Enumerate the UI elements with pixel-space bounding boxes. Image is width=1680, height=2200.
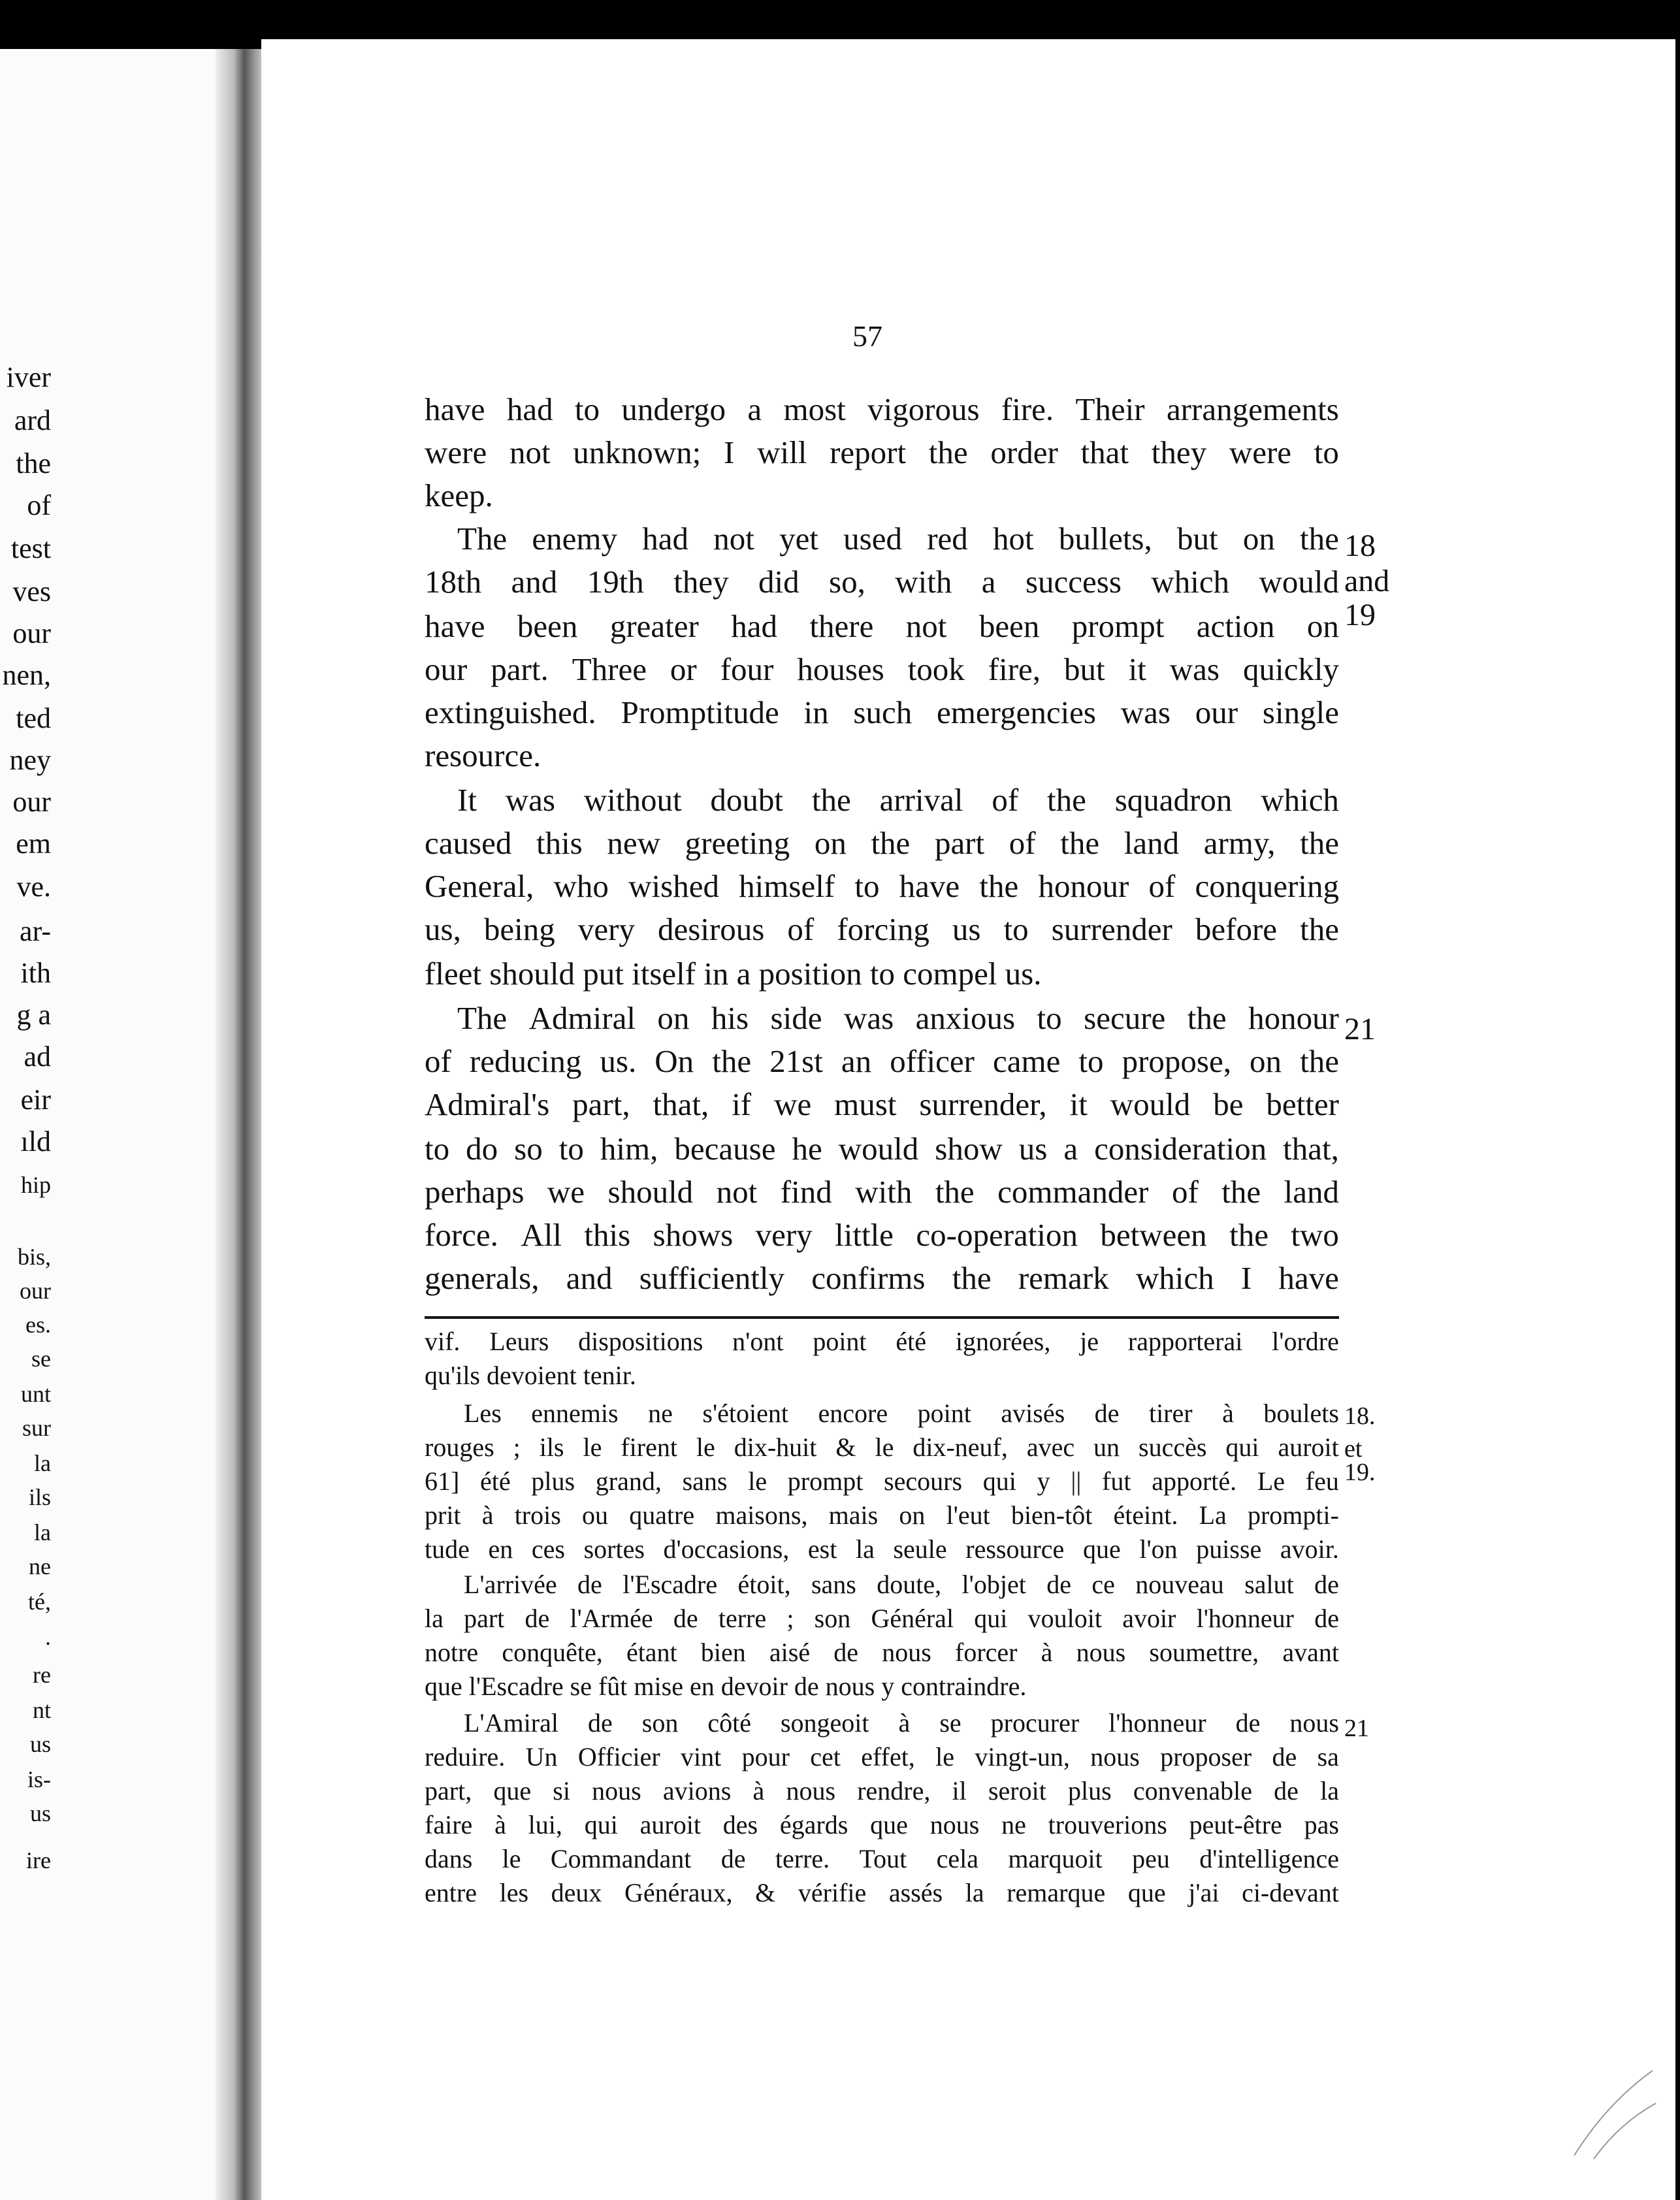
page-number: 57 bbox=[852, 319, 882, 353]
facing-page-fragment: bis, bbox=[17, 1244, 51, 1270]
margin-date: 18 bbox=[1344, 528, 1376, 563]
facing-page-fragment: hip bbox=[20, 1172, 51, 1198]
facing-page-fragment: ire bbox=[26, 1847, 51, 1873]
english-text-line: The Admiral on his side was anxious to secure the honour bbox=[457, 1000, 1339, 1036]
facing-page-fragment: of bbox=[27, 489, 51, 521]
english-text-line: extinguished. Promptitude in such emergencies was our single bbox=[425, 694, 1339, 730]
facing-page-fragment: unt bbox=[20, 1381, 51, 1407]
facing-page-fragment: ted bbox=[16, 702, 51, 734]
facing-page-fragment: la bbox=[34, 1450, 51, 1476]
english-text-line: of reducing us. On the 21st an officer came to propose, on the bbox=[425, 1043, 1339, 1079]
corner-curl-mark bbox=[1568, 2064, 1659, 2162]
english-text-line: perhaps we should not find with the commander of the land bbox=[425, 1174, 1339, 1210]
facing-page-fragment: ard bbox=[14, 404, 51, 436]
english-text-line: keep. bbox=[425, 477, 493, 513]
french-text-line: que l'Escadre se fût mise en devoir de nous y contraindre. bbox=[425, 1672, 1027, 1701]
facing-page-fragment: us bbox=[29, 1800, 51, 1826]
facing-page-fragment: our bbox=[12, 786, 51, 818]
facing-page-fragment: ad bbox=[24, 1041, 51, 1073]
margin-date: et bbox=[1344, 1435, 1363, 1463]
facing-page-fragment: ney bbox=[9, 744, 51, 776]
english-text-line: resource. bbox=[425, 737, 541, 773]
facing-page-fragment: iver bbox=[6, 361, 51, 393]
facing-page-fragment: té, bbox=[28, 1589, 51, 1615]
footnote-rule bbox=[425, 1316, 1339, 1319]
facing-page-fragment: es. bbox=[25, 1312, 51, 1338]
english-text-line: 18th and 19th they did so, with a success which would bbox=[425, 564, 1339, 600]
english-text-line: force. All this shows very little co-operation between the two bbox=[425, 1217, 1339, 1253]
french-text-line: L'arrivée de l'Escadre étoit, sans doute, l'objet de ce nouveau salut de bbox=[464, 1570, 1339, 1599]
english-text-line: It was without doubt the arrival of the squadron which bbox=[457, 782, 1339, 818]
english-text-line: our part. Three or four houses took fire, but it was quickly bbox=[425, 651, 1339, 687]
book-gutter bbox=[216, 49, 268, 2200]
english-text-line: fleet should put itself in a position to compel us. bbox=[425, 956, 1042, 992]
english-text-line: Admiral's part, that, if we must surrender, it would be better bbox=[425, 1086, 1339, 1122]
english-text-line: have had to undergo a most vigorous fire. Their arrangements bbox=[425, 391, 1339, 427]
facing-page-fragment: is- bbox=[27, 1766, 51, 1792]
french-text-line: L'Amiral de son côté songeoit à se procurer l'honneur de nous bbox=[464, 1708, 1339, 1738]
margin-date: 18. bbox=[1344, 1402, 1376, 1430]
french-text-line: Les ennemis ne s'étoient encore point avisés de tirer à boulets bbox=[464, 1399, 1339, 1428]
english-text-line: us, being very desirous of forcing us to surrender before the bbox=[425, 911, 1339, 947]
facing-page-fragment: se bbox=[31, 1346, 51, 1372]
facing-page-fragment: ne bbox=[29, 1553, 51, 1579]
french-text-line: faire à lui, qui auroit des égards que nous ne trouverions peut-être pas bbox=[425, 1810, 1339, 1839]
facing-page-fragment: re bbox=[33, 1662, 51, 1688]
facing-page-fragment: nt bbox=[32, 1697, 51, 1723]
french-text-line: tude en ces sortes d'occasions, est la seule ressource que l'on puisse avoir. bbox=[425, 1534, 1339, 1564]
facing-page-fragment: ith bbox=[20, 957, 51, 989]
facing-page-fragment: our bbox=[12, 617, 51, 649]
facing-page-fragment: ve. bbox=[16, 871, 51, 903]
margin-date: 19. bbox=[1344, 1459, 1376, 1486]
facing-page-fragment: sur bbox=[22, 1415, 51, 1441]
french-text-line: prit à trois ou quatre maisons, mais on l'eut bien-tôt éteint. La prompti- bbox=[425, 1500, 1339, 1530]
french-text-line: 61] été plus grand, sans le prompt secours qui y || fut apporté. Le feu bbox=[425, 1466, 1339, 1496]
facing-page-fragment: eir bbox=[20, 1084, 51, 1116]
facing-page-fragment: la bbox=[34, 1519, 51, 1545]
facing-page-fragment: g a bbox=[16, 999, 51, 1031]
margin-date: 21 bbox=[1344, 1715, 1369, 1742]
margin-date: and bbox=[1344, 564, 1390, 598]
english-text-line: were not unknown; I will report the order that they were to bbox=[425, 434, 1339, 470]
facing-page-fragment: test bbox=[10, 532, 51, 564]
english-text-line: The enemy had not yet used red hot bullets, but on the bbox=[457, 521, 1339, 557]
french-text-line: notre conquête, étant bien aisé de nous forcer à nous soumettre, avant bbox=[425, 1638, 1339, 1667]
facing-page-fragment: ıld bbox=[20, 1125, 51, 1157]
facing-page-fragment: ar- bbox=[20, 915, 51, 947]
english-text-line: General, who wished himself to have the honour of conquering bbox=[425, 868, 1339, 904]
english-text-line: generals, and sufficiently confirms the remark which I have bbox=[425, 1260, 1339, 1296]
english-text-line: have been greater had there not been prompt action on bbox=[425, 608, 1339, 644]
margin-date: 19 bbox=[1344, 598, 1376, 632]
french-text-line: reduire. Un Officier vint pour cet effet, le vingt-un, nous proposer de sa bbox=[425, 1742, 1339, 1771]
facing-page-fragment: em bbox=[16, 828, 51, 860]
french-text-line: part, que si nous avions à nous rendre, il seroit plus convenable de la bbox=[425, 1776, 1339, 1805]
facing-page-fragment: . bbox=[45, 1624, 51, 1650]
facing-page-fragment: nen, bbox=[2, 659, 51, 691]
french-text-line: vif. Leurs dispositions n'ont point été ignorées, je rapporterai l'ordre bbox=[425, 1327, 1339, 1356]
french-text-line: entre les deux Généraux, & vérifie assés la remarque que j'ai ci-devant bbox=[425, 1878, 1339, 1907]
facing-page-fragment: ves bbox=[12, 575, 51, 607]
facing-page-fragment: ils bbox=[28, 1484, 51, 1510]
french-text-line: qu'ils devoient tenir. bbox=[425, 1361, 636, 1390]
french-text-line: dans le Commandant de terre. Tout cela marquoit peu d'intelligence bbox=[425, 1844, 1339, 1873]
french-text-line: rouges ; ils le firent le dix-huit & le dix-neuf, avec un succès qui auroit bbox=[425, 1432, 1339, 1462]
facing-page-fragment: us bbox=[29, 1731, 51, 1757]
margin-date: 21 bbox=[1344, 1012, 1376, 1046]
facing-page-fragment: the bbox=[16, 447, 51, 479]
facing-page-fragment: our bbox=[20, 1278, 51, 1304]
english-text-line: caused this new greeting on the part of the land army, the bbox=[425, 825, 1339, 861]
french-text-line: la part de l'Armée de terre ; son Général qui vouloit avoir l'honneur de bbox=[425, 1604, 1339, 1633]
english-text-line: to do so to him, because he would show us a consideration that, bbox=[425, 1131, 1339, 1167]
